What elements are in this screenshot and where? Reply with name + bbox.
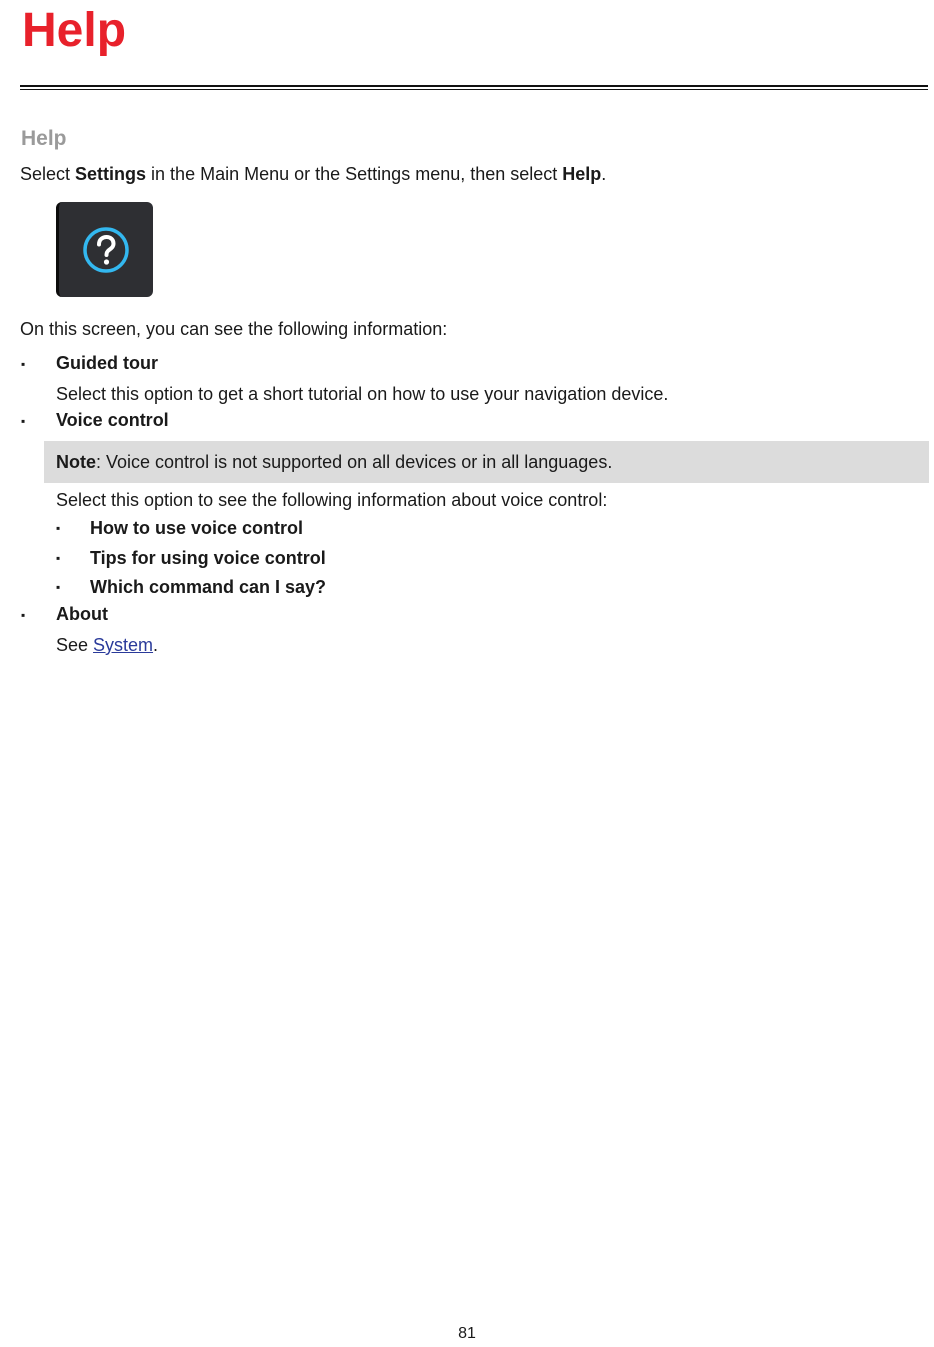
section-heading: Help: [21, 127, 67, 150]
bullet-marker: ▪: [21, 357, 26, 371]
page-title: Help: [22, 4, 127, 57]
system-link[interactable]: System: [93, 635, 154, 655]
about-see-prefix: See: [56, 635, 94, 655]
bullet-marker: ▪: [21, 414, 26, 428]
help-question-icon: [82, 226, 130, 274]
voice-subitem-commands: Which command can I say?: [90, 577, 327, 597]
note-box: [44, 441, 929, 483]
note-body: : Voice control is not supported on all devices or in all languages.: [96, 452, 613, 472]
lead-paragraph: On this screen, you can see the following information:: [20, 319, 448, 339]
guided-tour-title: Guided tour: [56, 353, 158, 373]
intro-text-pre: Select: [20, 164, 76, 184]
page-number: 81: [458, 1325, 476, 1342]
help-menu-button: [56, 202, 153, 297]
intro-paragraph: [20, 162, 606, 186]
voice-control-title: Voice control: [56, 410, 169, 430]
voice-subitem-tips: Tips for using voice control: [90, 548, 326, 568]
voice-control-description: Select this option to see the following information about voice control:: [56, 490, 608, 510]
sub-bullet-marker: ▪: [56, 521, 61, 535]
intro-text-mid: in the Main Menu or the Settings menu, then select: [146, 164, 563, 184]
about-see-suffix: .: [153, 635, 159, 655]
guided-tour-description: Select this option to get a short tutorial on how to use your navigation device.: [56, 384, 669, 404]
voice-subitem-how-to: How to use voice control: [90, 518, 304, 538]
intro-settings-label: Settings: [75, 164, 147, 184]
note-text: [56, 450, 612, 474]
about-title: About: [56, 604, 108, 624]
about-description: [56, 633, 158, 657]
intro-help-label: Help: [562, 164, 602, 184]
title-divider: [20, 85, 928, 90]
sub-bullet-marker: ▪: [56, 551, 61, 565]
intro-text-post: .: [601, 164, 607, 184]
note-label: Note: [56, 452, 96, 472]
sub-bullet-marker: ▪: [56, 580, 61, 594]
bullet-marker: ▪: [21, 608, 26, 622]
